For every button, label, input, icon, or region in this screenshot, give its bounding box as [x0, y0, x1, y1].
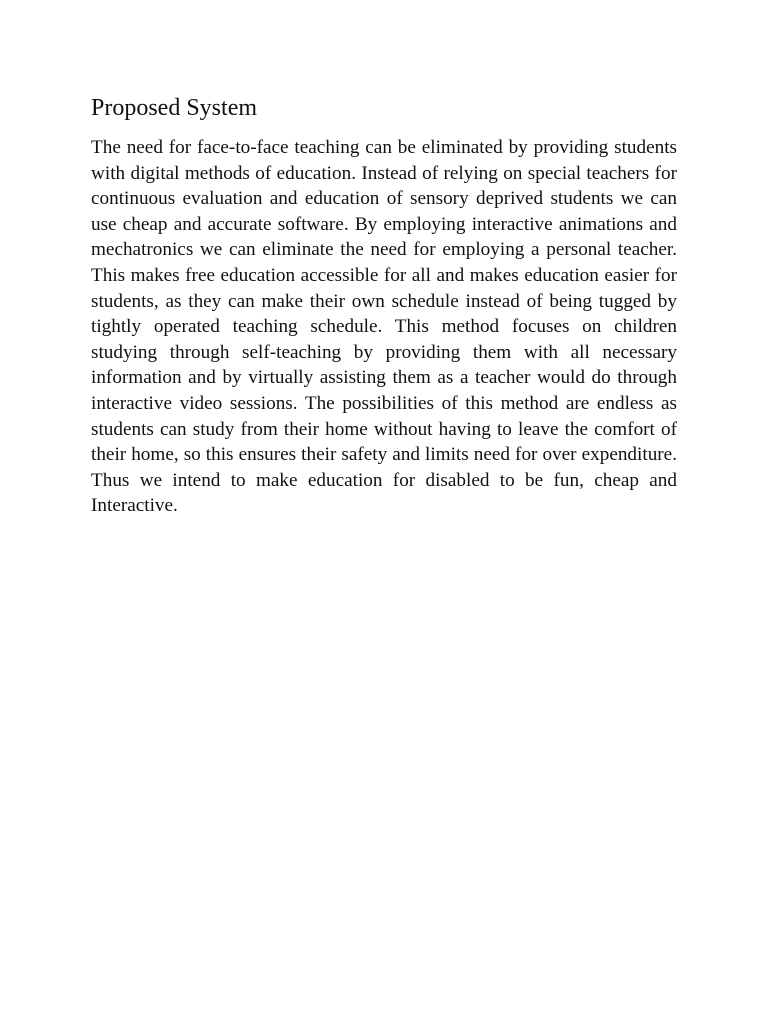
section-heading: Proposed System: [91, 95, 258, 121]
body-paragraph: The need for face-to-face teaching can be eliminated by providing students with digital methods of education. Instead of relying on special teachers for continuous evaluation and education of sensory deprived students we can use cheap and accurate software. By employing interactive animations and mechatronics we can eliminate the need for employing a personal teacher. This makes free education accessible for all and makes education easier for students, as they can make their own schedule instead of being tugged by tightly operated teaching schedule. This method focuses on children studying through self-teaching by providing them with all necessary information and by virtually assisting them as a teacher would do through interactive video sessions. The possibilities of this method are endless as students can study from their home without having to leave the comfort of their home, so this ensures their safety and limits need for over expenditure. Thus we intend to make education for disabled to be fun, cheap and Interactive.: [91, 137, 677, 517]
